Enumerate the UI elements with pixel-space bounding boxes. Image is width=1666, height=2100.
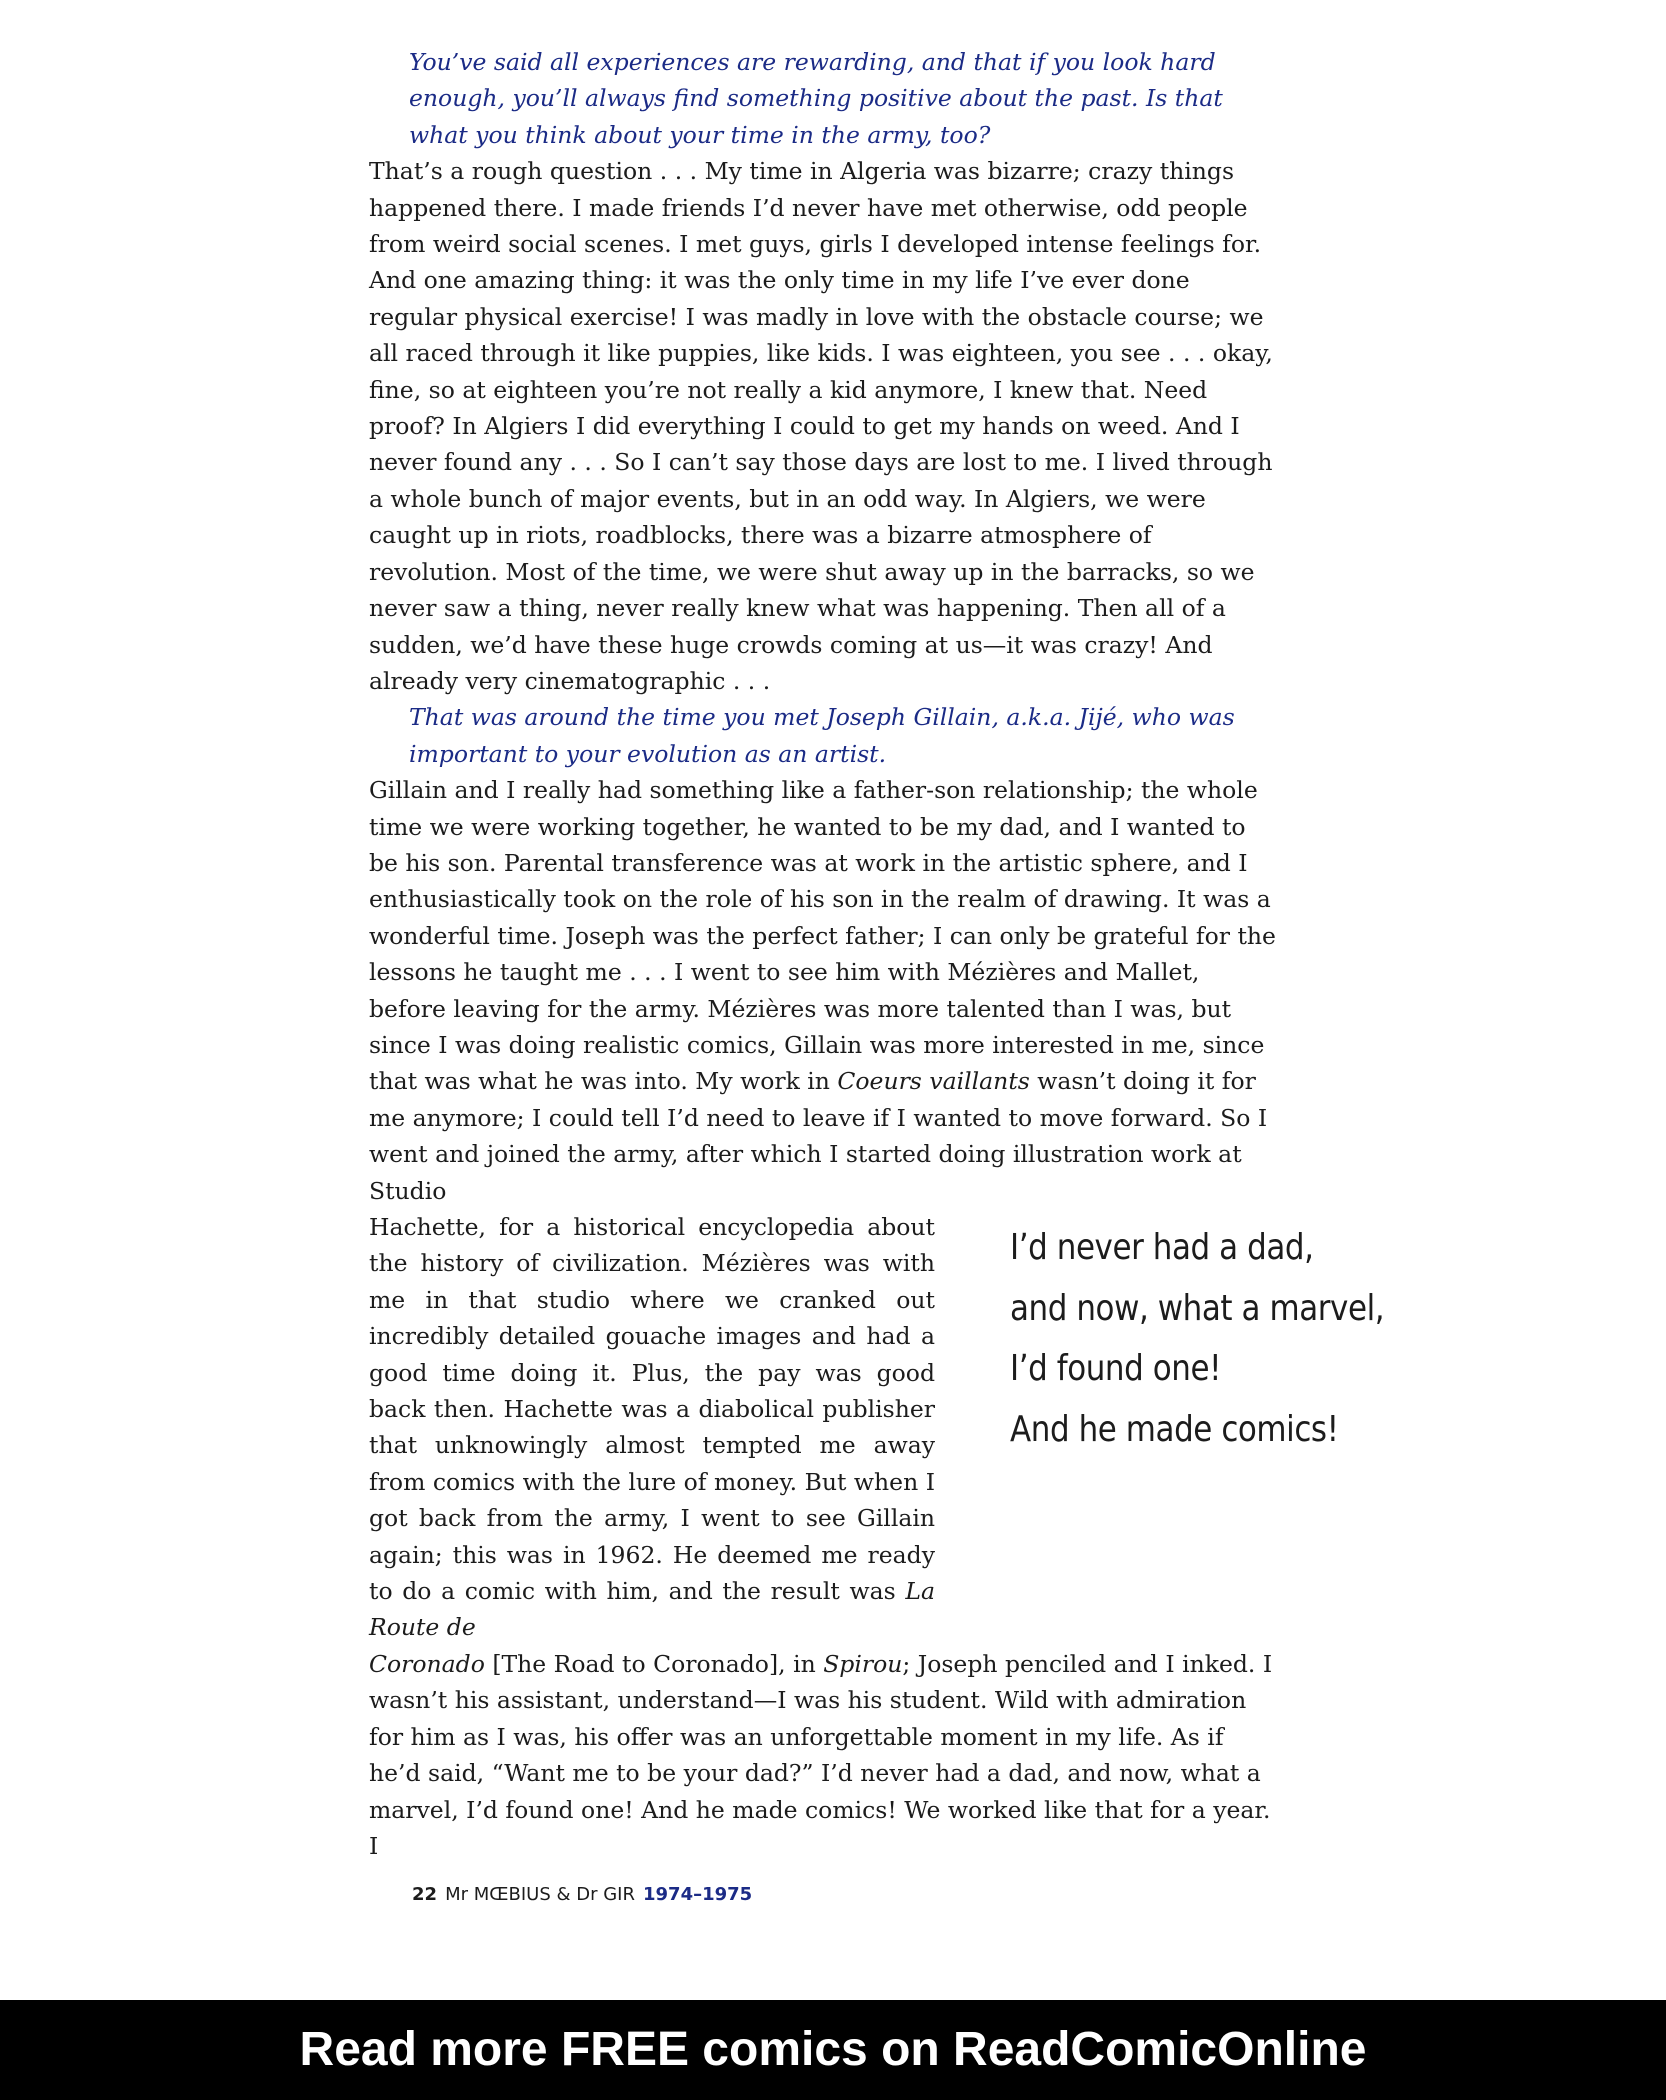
answer-text: Hachette, for a historical encyclopedia about the history of civilization. Mézières was with me in that studio where we cranked out incredibly detailed gouache images and had a good time doing it. Plus, the pay was good back then. Hachette was a diabolical publisher that unknowingly almost tempted me away from comics with the lure of money. But when I got back from the army, I went to see Gillain again; this was in 1962. He deemed me ready to do a comic with him, and the result was [369,1213,935,1606]
answer-text: ; Joseph penciled and I inked. I wasn’t his assistant, understand—I was his student. Wild with admiration for him as I was, his offer was an unforgettable moment in my life. As if he’d said, “Want me to be your dad?” I’d never had a dad, and now, what a marvel, I’d found one! And he made comics! We worked like that for a year. I [369,1649,1273,1860]
pull-quote-line: and now, what a marvel, [1010,1287,1385,1329]
answer-gillain-end [369,1646,1279,1864]
answer-text: Gillain and I really had something like a father-son relationship; the whole time we were working together, he wanted to be my dad, and I wanted to be his son. Parental transference was at work in the artistic sphere, and I enthusiastically took on the role of his son in the realm of drawing. It was a wonderful time. Joseph was the perfect father; I can only be grateful for the lessons he taught me . . . I went to see him with Mézières and Mallet, before leaving for the army. Mézières was more talented than I was, but since I was doing realistic comics, Gillain was more interested in me, since that was what he was into. My work in [369,776,1276,1096]
title-coronado: Coronado [369,1649,485,1678]
promo-banner-text[interactable]: Read more FREE comics on ReadComicOnline [299,2023,1367,2076]
interview-column [369,44,1279,1864]
title-coeurs-vaillants: Coeurs vaillants [837,1067,1030,1096]
pull-quote-line: And he made comics! [1010,1408,1339,1450]
page-footer [412,1884,752,1905]
pull-quote [1010,1218,1385,1460]
answer-army: That’s a rough question . . . My time in Algeria was bizarre; crazy things happened there. I made friends I’d never have met otherwise, odd people from weird social scenes. I met guys, girls I developed intense feelings for. And one amazing thing: it was the only time in my life I’ve ever done regular physical exercise! I was madly in love with the obstacle course; we all raced through it like puppies, like kids. I was eighteen, you see . . . okay, fine, so at eighteen you’re not really a kid anymore, I knew that. Need proof? In Algiers I did everything I could to get my hands on weed. And I never found any . . . So I can’t say those days are lost to me. I lived through a whole bunch of major events, but in an odd way. In Algiers, we were caught up in riots, roadblocks, there was a bizarre atmosphere of revolution. Most of the time, we were shut away up in the barracks, so we never saw a thing, never really knew what was happening. Then all of a sudden, we’d have these huge crowds coming at us—it was crazy! And already very cinematographic . . . [369,157,1273,695]
answer-gillain-intro [369,772,1279,1209]
book-title: Mr MŒBIUS & Dr GIR [445,1884,635,1905]
page-number: 22 [412,1884,438,1905]
question-army: You’ve said all experiences are rewarding, and that if you look hard enough, you’ll always find something positive about the past. Is that what you think about your time in the army, too? [409,48,1223,149]
title-la-route-de: La Route de [369,1577,935,1642]
answer-text: [The Road to Coronado], in [484,1649,824,1678]
answer-text: wasn’t doing it for me anymore; I could tell I’d need to leave if I wanted to move forward. So I went and joined the army, after which I started doing illustration work at Studio [369,1067,1268,1205]
title-spirou: Spirou [823,1649,903,1678]
promo-banner[interactable] [0,2000,1666,2100]
question-gillain: That was around the time you met Joseph Gillain, a.k.a. Jijé, who was important to your evolution as an artist. [409,703,1235,768]
pull-quote-line: I’d found one! [1010,1348,1222,1389]
footer-years: 1974–1975 [643,1884,753,1905]
pull-quote-line: I’d never had a dad, [1010,1227,1314,1268]
answer-gillain-wrap [369,1209,935,1646]
